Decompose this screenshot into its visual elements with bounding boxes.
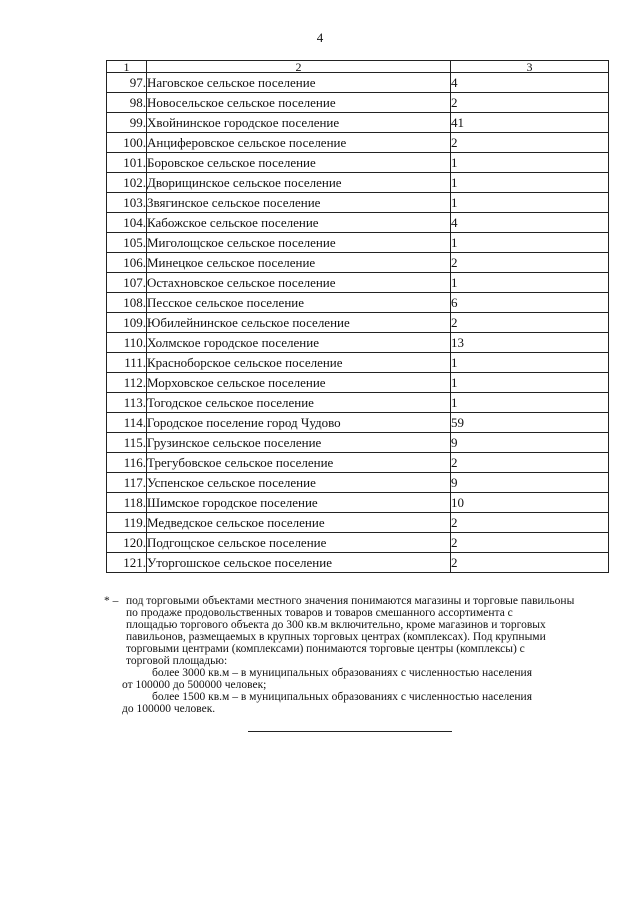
value-cell: 2 (451, 453, 609, 473)
table-row (107, 373, 609, 393)
value-cell: 9 (451, 433, 609, 453)
table-body (107, 73, 609, 573)
row-number-cell: 101. (107, 153, 147, 173)
table-row (107, 553, 609, 573)
settlement-name-cell: Остахновское сельское поселение (147, 273, 451, 293)
table-row (107, 353, 609, 373)
value-cell: 1 (451, 193, 609, 213)
value-cell: 1 (451, 393, 609, 413)
table-row (107, 153, 609, 173)
value-cell: 2 (451, 93, 609, 113)
value-cell: 10 (451, 493, 609, 513)
footnote-line: торговой площадью: (126, 655, 228, 667)
settlement-name-cell: Минецкое сельское поселение (147, 253, 451, 273)
value-cell: 4 (451, 213, 609, 233)
table-row (107, 233, 609, 253)
table-row (107, 333, 609, 353)
value-cell: 1 (451, 273, 609, 293)
row-number-cell: 113. (107, 393, 147, 413)
row-number-cell: 99. (107, 113, 147, 133)
table-row (107, 493, 609, 513)
table-row (107, 73, 609, 93)
row-number-cell: 98. (107, 93, 147, 113)
row-number-cell: 102. (107, 173, 147, 193)
table-row (107, 393, 609, 413)
table-row (107, 113, 609, 133)
row-number-cell: 114. (107, 413, 147, 433)
value-cell: 2 (451, 513, 609, 533)
value-cell: 9 (451, 473, 609, 493)
table-header-row (107, 61, 609, 73)
value-cell: 1 (451, 173, 609, 193)
value-cell: 2 (451, 553, 609, 573)
row-number-cell: 115. (107, 433, 147, 453)
value-cell: 1 (451, 233, 609, 253)
table-row (107, 213, 609, 233)
row-number-cell: 109. (107, 313, 147, 333)
row-number-cell: 105. (107, 233, 147, 253)
settlement-name-cell: Холмское городское поселение (147, 333, 451, 353)
value-cell: 59 (451, 413, 609, 433)
table-row (107, 433, 609, 453)
settlement-name-cell: Красноборское сельское поселение (147, 353, 451, 373)
row-number-cell: 116. (107, 453, 147, 473)
row-number-cell: 117. (107, 473, 147, 493)
row-number-cell: 111. (107, 353, 147, 373)
footnote-item-1-line-a: более 3000 кв.м – в муниципальных образованиях с численностью населения (152, 667, 532, 679)
settlement-name-cell: Боровское сельское поселение (147, 153, 451, 173)
footnote-line: по продаже продовольственных товаров и товаров смешанного ассортимента с (126, 607, 513, 619)
settlement-name-cell: Успенское сельское поселение (147, 473, 451, 493)
settlement-name-cell: Шимское городское поселение (147, 493, 451, 513)
row-number-cell: 118. (107, 493, 147, 513)
settlement-name-cell: Песское сельское поселение (147, 293, 451, 313)
footnote-item-2-line-b: до 100000 человек. (122, 703, 216, 715)
settlement-name-cell: Морховское сельское поселение (147, 373, 451, 393)
settlement-name-cell: Трегубовское сельское поселение (147, 453, 451, 473)
settlement-name-cell: Грузинское сельское поселение (147, 433, 451, 453)
table-row (107, 513, 609, 533)
footnote-line: торговыми центрами (комплексами) понимаются торговые центры (комплексы) с (126, 643, 525, 655)
row-number-cell: 106. (107, 253, 147, 273)
column-header-value: 3 (451, 61, 609, 73)
settlement-name-cell: Звягинское сельское поселение (147, 193, 451, 213)
value-cell: 41 (451, 113, 609, 133)
value-cell: 4 (451, 73, 609, 93)
table-row (107, 133, 609, 153)
value-cell: 6 (451, 293, 609, 313)
value-cell: 1 (451, 353, 609, 373)
value-cell: 2 (451, 133, 609, 153)
settlement-name-cell: Тогодское сельское поселение (147, 393, 451, 413)
settlement-name-cell: Уторгошское сельское поселение (147, 553, 451, 573)
value-cell: 2 (451, 313, 609, 333)
settlement-name-cell: Городское поселение город Чудово (147, 413, 451, 433)
settlement-name-cell: Анциферовское сельское поселение (147, 133, 451, 153)
settlement-name-cell: Миголощское сельское поселение (147, 233, 451, 253)
table-row (107, 413, 609, 433)
row-number-cell: 110. (107, 333, 147, 353)
footnote-line: павильонов, размещаемых в крупных торговых центрах (комплексах). Под крупными (126, 631, 546, 643)
column-header-number: 1 (107, 61, 147, 73)
footnote-item-1-line-b: от 100000 до 500000 человек; (122, 679, 267, 691)
settlement-name-cell: Хвойнинское городское поселение (147, 113, 451, 133)
value-cell: 13 (451, 333, 609, 353)
row-number-cell: 107. (107, 273, 147, 293)
row-number-cell: 103. (107, 193, 147, 213)
row-number-cell: 112. (107, 373, 147, 393)
value-cell: 2 (451, 253, 609, 273)
value-cell: 1 (451, 153, 609, 173)
settlement-name-cell: Наговское сельское поселение (147, 73, 451, 93)
row-number-cell: 100. (107, 133, 147, 153)
table-row (107, 193, 609, 213)
value-cell: 1 (451, 373, 609, 393)
column-header-name: 2 (147, 61, 451, 73)
table-row (107, 313, 609, 333)
row-number-cell: 120. (107, 533, 147, 553)
settlement-name-cell: Дворищинское сельское поселение (147, 173, 451, 193)
table-row (107, 533, 609, 553)
settlements-table (106, 60, 609, 573)
settlement-name-cell: Кабожское сельское поселение (147, 213, 451, 233)
footnote-line: площадью торгового объекта до 300 кв.м включительно, кроме магазинов и торговых (126, 619, 546, 631)
table-row (107, 473, 609, 493)
table-row (107, 293, 609, 313)
table-row (107, 253, 609, 273)
row-number-cell: 104. (107, 213, 147, 233)
table-row (107, 453, 609, 473)
row-number-cell: 121. (107, 553, 147, 573)
page-number: 4 (316, 30, 324, 45)
table-row (107, 273, 609, 293)
row-number-cell: 119. (107, 513, 147, 533)
footnote-line: под торговыми объектами местного значения понимаются магазины и торговые павильоны (126, 595, 575, 607)
settlement-name-cell: Юбилейнинское сельское поселение (147, 313, 451, 333)
settlement-name-cell: Медведское сельское поселение (147, 513, 451, 533)
table-row (107, 93, 609, 113)
row-number-cell: 97. (107, 73, 147, 93)
settlement-name-cell: Подгощское сельское поселение (147, 533, 451, 553)
footnote-mark: * – (104, 595, 119, 607)
value-cell: 2 (451, 533, 609, 553)
footnote-item-2-line-a: более 1500 кв.м – в муниципальных образованиях с численностью населения (152, 691, 532, 703)
end-rule (248, 731, 452, 732)
footnote (104, 595, 604, 715)
table-row (107, 173, 609, 193)
row-number-cell: 108. (107, 293, 147, 313)
settlement-name-cell: Новосельское сельское поселение (147, 93, 451, 113)
